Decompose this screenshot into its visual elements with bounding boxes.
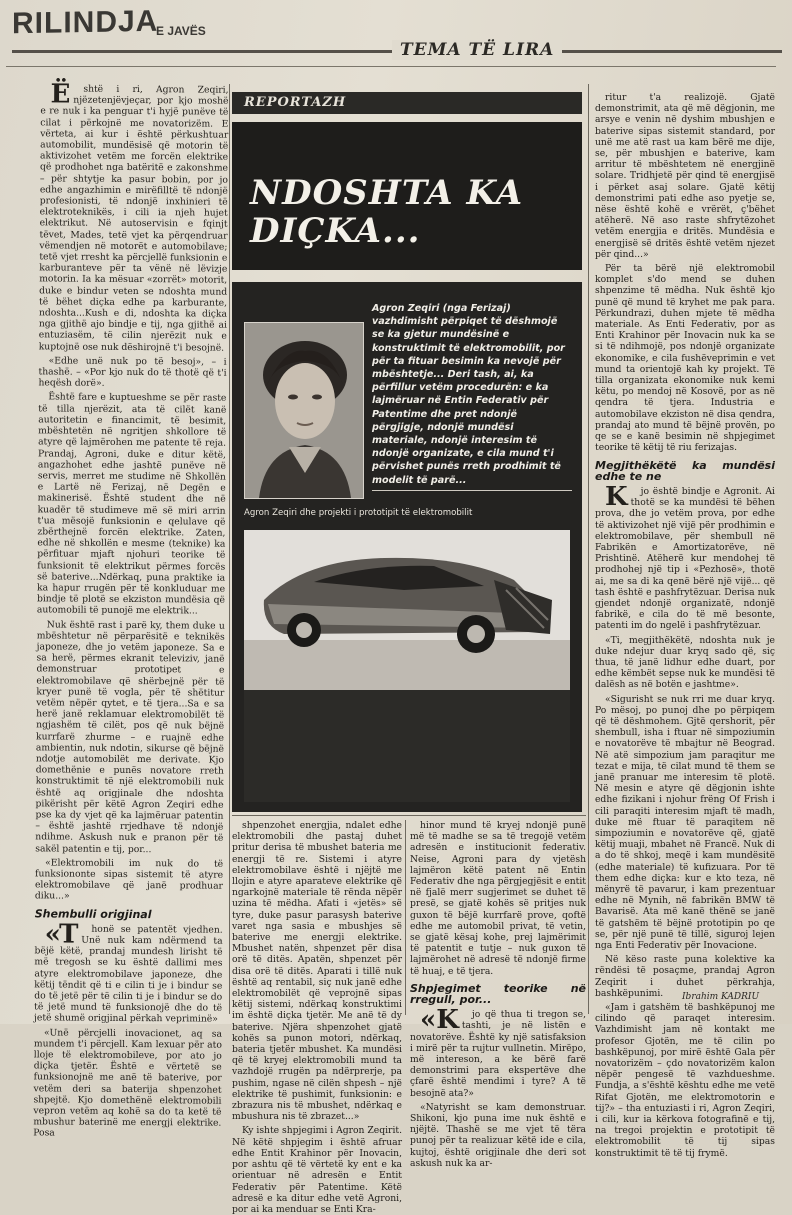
column-divider: [588, 84, 589, 1014]
paragraph: Është i ri, Agron Zeqiri, njëzetenjëvjeçar, por kjo moshë e re nuk i ka penguar t'i hyjë punëve të cilat i përkojnë me novatorizëm. E vërteta, ai kur i është përkushtuar automobilit, mundësisë që motorin të aktivizohet vetëm me forcën elektrike që prodhohet nga batëritë e zakonshme – për shtytje ka pasur bobin, por jo edhe angazhimin e mirëfilltë të ndonjë profesionisti, të ndonjë inxhinieri të elektroteknikës, i cili ia njeh hujet elektrikut. Në autoservisin e fqinjt tëvet, Mades, tetë vjet ka përqendruar vëmendjen në motorët e automobilave; tetë vjet rresht ka përcjellë funksionin e karburanteve për ta vënë në lëvizje motorin. Ia ka mësuar «zorrët» motorit, duke e bindur veten se ndoshta mund të bëhet diçka edhe pa karburante, ndoshta...Kush e di, ndoshta ka diçka nga gjithë ajo bindje e tij, nga gjithë ai entuziasëm, të cilin njerëzit nuk e kuptojnë ose nuk dëshirojnë t'i besojnë.: [38, 79, 229, 354]
headline: NDOSHTA KA DIÇKA...: [250, 173, 524, 251]
subheading: Shembulli origjinal: [34, 906, 152, 921]
paragraph: «Unë përcjelli inovacionet, aq sa mundem t'i përcjell. Kam lexuar për ato lloje të elektromobileve, por ato jo diçka tjetër. Është e vërtetë se funksionojnë me anë të baterive, por vetëm deri sa baterija shpenzohet shpejtë. Kjo domethënë elektromobili vepron vetëm aq kohë sa do ta ketë të mbushur baterinë me energji elektrike. Posa: [33, 1027, 222, 1139]
paragraph: «Ti, megjithëkëtë, ndoshta nuk je duke ndejur duar kryq sado që, siç thua, të janë lidhur edhe duart, por edhe këmbët sepse nuk ke mundësi të dalësh as në botën e jashtme».: [595, 634, 775, 691]
paragraph: Për ta bërë një elektromobil komplet s'do mend se duhen shpenzime të mëdha. Nuk është kjo punë që mund të kryhet me pak para. Përkundrazi, duhen mjete të mëdha materiale. As Enti Federativ, por as Enti Krahinor për Inovacin nuk ka se si të ndihmojë, pos ndonjë organizate ekonomike, e cila fushëveprimin e vet mund ta orientojë kah ky projekt. Të tilla organizata ekonomike nuk kemi këtu, po mendoj në Kosovë, por as në qendra të tjera. Industria e automobilave ekziston në disa qendra, prandaj ato mund të bëjnë provën, po qe se e kanë besimin në shpjegimet teorike të këtij të riu ferizajas.: [595, 263, 775, 454]
article-column-3: [410, 820, 586, 1169]
paragraph: Në këso raste puna kolektive ka rëndësi të posaçme, prandaj Agron Zeqirit i duhet përkrahja, bashkëpunimi.: [595, 954, 775, 999]
author-byline: Ibrahim KADRIU: [682, 992, 760, 1002]
paragraph: «Natyrisht se kam demonstruar. Shikoni, kjo puna ime nuk është e njëjtë. Thashë se me vjet të tëra punoj për ta realizuar këtë ide e cila, kujtoj, është origjinale dhe deri sot askush nuk ka ar-: [410, 1101, 586, 1169]
headline-box: [232, 122, 582, 270]
lead-rule: [372, 490, 572, 491]
column-divider: [405, 820, 406, 1015]
car-photo: [244, 530, 570, 690]
paragraph: hinor mund të kryej ndonjë punë më të madhe se sa të tregojë vetëm adresën e institucionit federativ. Neise, Agroni para dy vjetësh lajmëron këtë patent në Entin Federativ dhe nga përgjegjësit e entit në fjalë merr sugjerimet se duhet të presë, se gjatë kohës së pritjes nuk guxon të bëjë kurrfarë prove, qoftë edhe me automobil privat, të vetin, se gjatë kësaj kohe, prej lajmërimit të patentit e tutje – nuk guxon të lajmërohet në adresë të ndonjë firme të huaj, e të tjera.: [410, 820, 586, 977]
masthead-title: RILINDJA: [12, 4, 159, 41]
photo-shadow-area: [244, 690, 570, 802]
section-title: TEMA TË LIRA: [392, 40, 562, 60]
paragraph: ritur t'a realizojë. Gjatë demonstrimit, ata që më dëgjonin, me arsye e venin në dyshim mbushjen e baterive sipas sistemit standard, por unë me atë rast ua kam bërë me dije, se, për mbushjen e baterive, kam arritur të mbështetem në energjinë solare. Tridhjetë për qind të energjisë i përket asaj solare. Gjatë këtij demonstrimi pati edhe aso pyetje se, nëse është kohë e vrërët, ç'bëhet atëherë. Në aso raste shfrytëzohet vetëm energjia e dritës. Mundësia e energjisë së dritës është vetëm njezet për qind...»: [595, 92, 775, 260]
reportazh-banner: [232, 92, 582, 114]
article-column-1: [33, 79, 229, 1139]
masthead-subtitle: E JAVËS: [156, 24, 206, 38]
subheading: Megjithëkëtë ka mundësi edhe te ne: [595, 458, 775, 483]
paragraph: «Kjo që thua ti tregon se, tashti, je në listën e novatorëve. Është ky një satisfaksion i mirë për ta rujtur vullnetin. Mirëpo, më intereson, a ke bërë farë demonstrimi para ekspertëve dhe çfarë është mendimi i tyre? A të besojnë ata?»: [410, 1005, 586, 1099]
lead-paragraph: Agron Zeqiri (nga Ferizaj) vazhdimisht përpiqet të dëshmojë se ka gjetur mundësinë e konstruktimit të elektromobilit, por për ta fituar besimin ka nevojë për mbështetje... Deri tash, ai, ka përfillur vetëm procedurën: e ka lajmëruar në Entin Federativ për Patentime dhe pret ndonjë përgjigje, ndonjë mundësi materiale, ndonjë interesim të ndonjë organizate, e cila mund t'i përvishet punës rreth prodhimit të modelit të parë...: [372, 303, 565, 486]
paragraph: «Edhe unë nuk po të besoj», – i thashë. – «Por kjo nuk do të thotë që t'i heqësh dorë».: [38, 355, 227, 390]
paragraph: «Sigurisht se nuk rri me duar kryq. Po mësoj, po punoj dhe po përpiqem që të dëshmohem. Gjtë qershorit, për shembull, isha i ftuar në simpoziumin e novatorëve të mbajtur në Beograd. Në atë simpozium jam paraqitur me tezat e mija, të cilat mund të them se janë pranuar me interesim të plotë. Në mesin e atyre që dëgjonin ishte edhe fizikani i njohur frëng Of Frish i cili paraqiti interesim mjaft të madh, duke më ftuar të paraqitem në simpoziumin e novatorëve që, gjatë këtij muaji, mbahet në Francë. Nuk di a do të shkoj, meqë i kam mundësitë (edhe materiale) të kufizuara. Por të them edhe diçka: kur e kto teza, në mënyrë të pavarur, i kam prezentuar edhe në Mynih, në fabrikën BMW të Bavarisë. Ata më kanë thënë se janë të gatshëm të bëjnë prototipin po qe se, për një punë të tillë, siguroj lejen nga Enti Federativ për Inovacione.: [595, 693, 775, 952]
paragraph: Kjo është bindje e Agronit. Ai thotë se ka mundësi të bëhen prova, dhe jo vetëm prova, por edhe të aktivizohet një vijë për prodhimin e elektromobilave, për shembull në Fabrikën e Amortizatorëve, në Prishtinë. Atëherë kur mendohej të prodhohej një tip i «Pezhosë», thotë ai, me sa di ka qenë bërë një vijë... që tash është e pashfrytëzuar. Derisa nuk gjendet ndonjë organizatë, ndonjë fabrikë, e cila do të më besonte, patenti im do ngelë i pashfrytëzuar.: [595, 481, 775, 632]
paragraph: Ky ishte shpjegimi i Agron Zeqirit. Në këtë shpjegim i është afruar edhe Entit Krahinor për Inovacin, por ashtu që të vërtetë ky ent e ka orientuar në adresën e Entit Federativ për Patentime. Këtë adresë e ka ditur edhe vetë Agroni, por ai ka menduar se Enti Kra-: [232, 1125, 402, 1215]
car-figure: [244, 530, 570, 690]
paragraph: Është fare e kuptueshme se për raste të tilla njerëzit, ata të cilët kanë autoritetin e financimit, të besimit, mbështetën në ngritjen shkollore të atyre që lajmërohen me patente të reja. Prandaj, Agroni, duke e ditur këtë, angazhohet edhe jashtë punëve në servis, merret me studime në Shkollën e Lartë në Ferizaj, në Degën e makinerisë. Është student dhe në kuadër të studimeve më së miri arrin t'ua mësojë funksionin e qelulave që zbërthejnë forcën elektrike. Zaten, edhe në shkollën e mesme (teknike) ka përfituar mjaft njohuri teorike të funksionit të elektrikut përmes forcës së baterive...Ndërkaq, puna praktike ia ka hapur rrugën për të konkluduar me bindje të plotë se ekziston mundësia që automobili të punojë me elektrik...: [36, 391, 227, 617]
photo-caption: Agron Zeqiri dhe projekti i prototipit të elektromobilit: [244, 508, 473, 518]
banner-label: REPORTAZH: [244, 95, 347, 110]
article-column-4: [595, 92, 775, 1159]
subheading: Shpjegimet teorike në rregull, por...: [410, 981, 586, 1007]
photo-panel: [232, 282, 582, 812]
portrait-figure: [245, 323, 363, 498]
paragraph: «Jam i gatshëm të bashkëpunoj me cilindo që paraqet interesim. Vazhdimisht jam në kontakt me profesor Gjotën, me të cilin po bashkëpunoj, por mirë është Gala për novatorizëm – çdo novatorizëm kalon nëpër pengesë të vazhdueshme. Fundja, a s'është kështu edhe me vetë Rifat Gjotën, me elektromotorin e tij?» – tha entuziasti i ri, Agron Zeqiri, i cili, kur ia kërkova fotografinë e tij, na tregoi projektin e prototipit të elektromobilit të tij sipas konstruktimit të të tij frymë.: [595, 1002, 775, 1159]
paragraph: «Elektromobili im nuk do të funksiononte sipas sistemit të atyre elektromobilave që janë prodhuar diku...»: [34, 857, 224, 902]
column-divider: [229, 84, 230, 1014]
paragraph: «Thonë se patentët vjedhen. Unë nuk kam ndërmend ta bëjë këtë, prandaj mundesh lirisht të më tregosh se ku është dallimi mes atyre elektromobilave japoneze, dhe këtij tëndit që ti e cilin ti je i bindur se do të jetë për të cilin ti je i bindur se do të jetë mund të funksionojë dhe do të jetë shumë origjinal përkah vepriminë»: [34, 919, 223, 1026]
header-divider: [6, 66, 776, 67]
paragraph: shpenzohet energjia, ndalet edhe elektromobili dhe pastaj duhet pritur derisa të mbushet bateria me energji të re. Sistemi i atyre elektromobilave është i njëjtë me llojin e atyre aparateve elektrike që ngarkojnë materiale të rënda nëpër uzina të mëdha. Afati i «jetës» së tyre, duke pasur parasysh baterive varet nga sasia e mbushjes së baterive me energji elektrike. Mbushet natën, shpenzet për disa orë të ditës. Apatën, shpenzet për disa orë të ditës. Aparati i tillë nuk është aq rentabil, siç nuk janë edhe elektromobilët që veprojnë sipas këtij sistemi, ndërkaq konstruktimi im është diçka tjetër. Me anë të dy baterive. Njëra shpenzohet gjatë kohës sa punon motori, ndërkaq, bateria tjetër mbushet. Ka mundësi që të kryej elektromobili mund ta vazhdojë rrugën pa ndërprerje, pa pushim, ngase në cilën shpesh – një elektrike të pushimit, funksionin: e zbrazura nis të mbushet, ndërkaq e mbushura nis të zbrazet...»: [232, 820, 402, 1123]
paragraph: Nuk është rast i parë ky, them duke u mbështetur në përparësitë e teknikës japoneze, dhe jo vetëm japoneze. Sa e sa herë, përmes ekranit televiziv, janë demonstruar prototipet e elektromobilave që shërbejnë për të kryer punë të vogla, për të shëtitur vetëm nëpër qytet, e të tjera...Sa e sa herë janë reklamuar elektromobilët të ngjashëm të cilët, pos që nuk bëjnë kurrfarë zhurme – e ruajnë edhe ambientin, nuk ndotin, sikurse që bëjnë ndotje automobilët me derivate. Kjo domethënie e punës novatore rreth konstruktimit të një elektromobili nuk është aq origjinale dhe ndoshta pikërisht për këtë Agron Zeqiri edhe pse ka dy vjet që ka lajmëruar patentin – është jashtë rrjedhave të ndonjë ndihme. Askush nuk e pranon për të sakël patentin e tij, por...: [35, 618, 225, 855]
portrait-photo: [244, 322, 364, 499]
section-divider: [232, 815, 586, 816]
article-column-2: [232, 820, 402, 1215]
